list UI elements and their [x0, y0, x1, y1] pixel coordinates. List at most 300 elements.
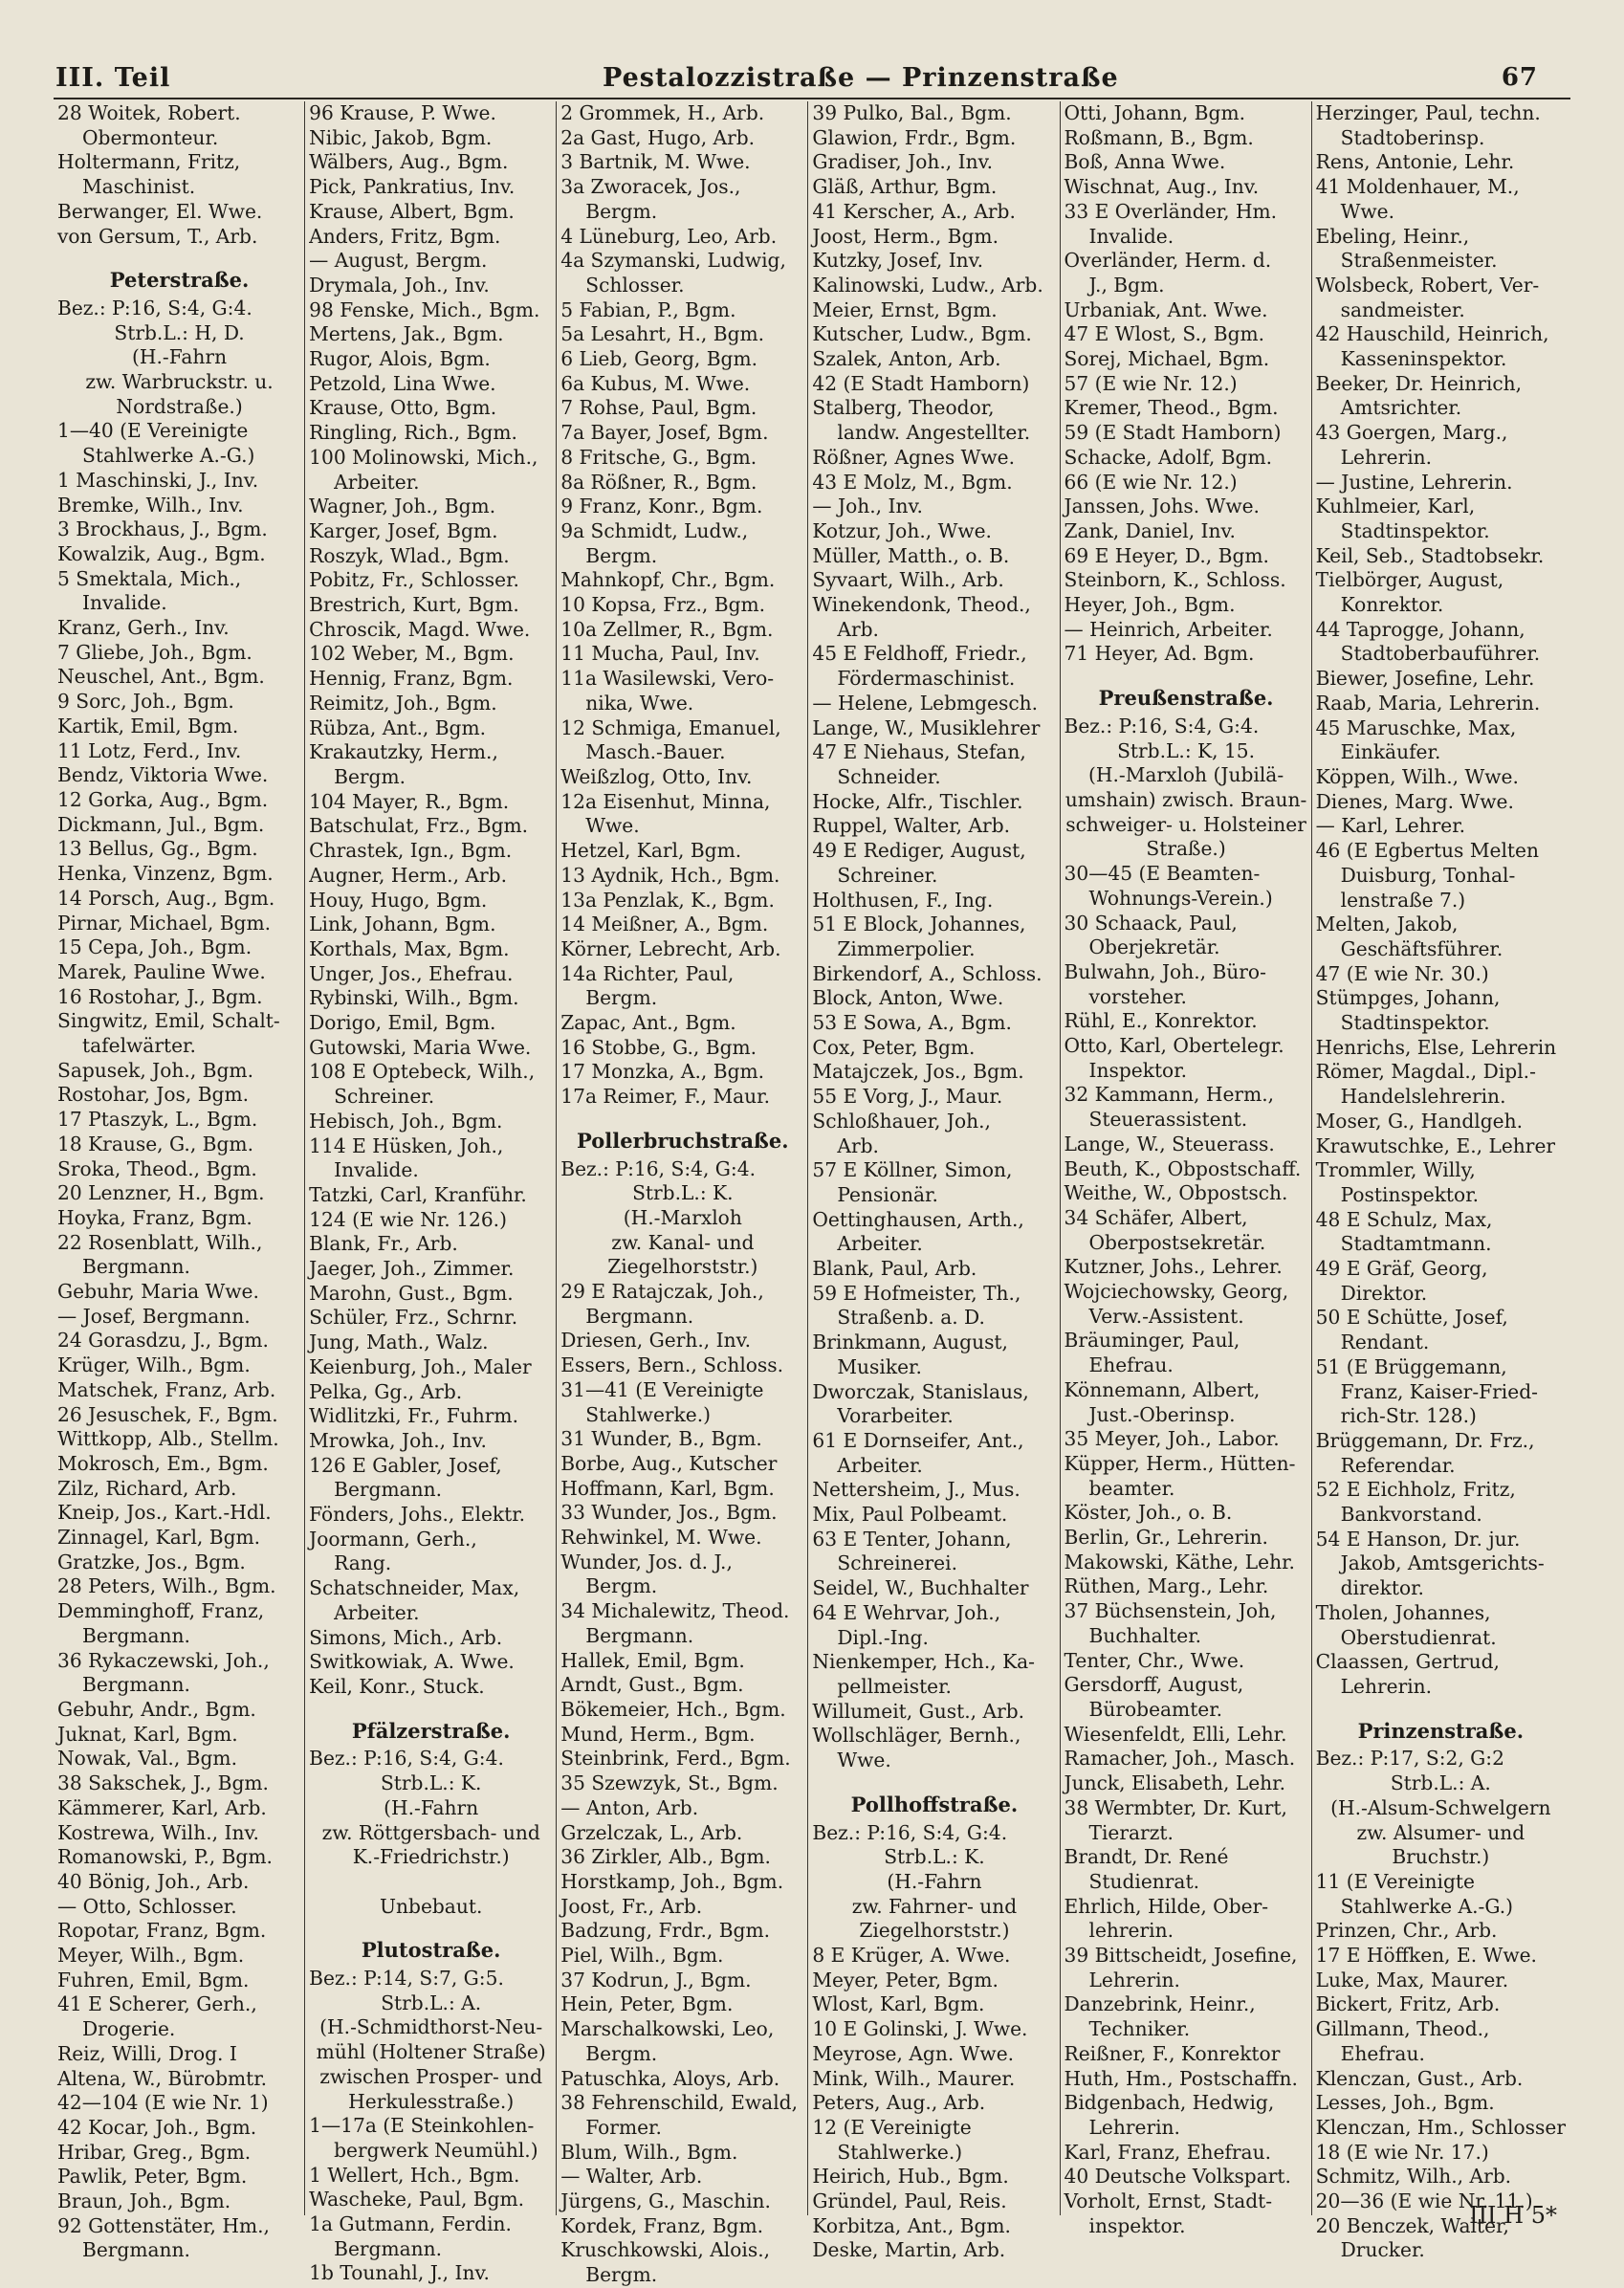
directory-entry-line: Ziegelhorststr.): [859, 1919, 1010, 1943]
directory-entry-line: Bergm.: [585, 1574, 658, 1598]
directory-entry-line: 1—17a (E Steinkohlen-: [309, 2114, 535, 2138]
directory-entry-line: Chroscik, Magd. Wwe.: [309, 617, 531, 641]
directory-entry-line: 46 (E Egbertus Melten: [1315, 839, 1539, 863]
directory-entry-line: Wunder, Jos. d. J.,: [560, 1550, 733, 1573]
directory-entry-line: Holthusen, F., Ing.: [812, 888, 994, 912]
directory-entry-line: Karger, Josef, Bgm.: [309, 518, 498, 542]
directory-entry-line: Kranz, Gerh., Inv.: [57, 616, 230, 640]
directory-entry-line: 126 E Gabler, Josef,: [309, 1453, 502, 1477]
directory-entry-line: Tierarzt.: [1088, 1820, 1174, 1844]
directory-entry-line: 16 Rostohar, J., Bgm.: [57, 984, 263, 1008]
directory-entry-line: 28 Woitek, Robert.: [57, 101, 241, 124]
directory-entry-line: 36 Rykaczewski, Joh.,: [57, 1648, 270, 1672]
directory-entry-line: Schüler, Frz., Schrnr.: [309, 1306, 518, 1330]
directory-entry-line: Schacke, Adolf, Bgm.: [1064, 445, 1273, 469]
directory-entry-line: Houy, Hugo, Bgm.: [309, 888, 488, 912]
street-range-title: Pestalozzistraße — Prinzenstraße: [603, 63, 1119, 93]
directory-entry-line: Wiesenfeldt, Elli, Lehr.: [1064, 1722, 1287, 1746]
directory-entry-line: 13 Aydnik, Hch., Bgm.: [560, 863, 780, 887]
directory-entry-line: 7a Bayer, Josef, Bgm.: [560, 421, 769, 445]
directory-entry-line: Gebuhr, Andr., Bgm.: [57, 1698, 256, 1721]
directory-entry-line: Willumeit, Gust., Arb.: [812, 1699, 1025, 1723]
directory-entry-line: Rehwinkel, M. Wwe.: [560, 1526, 762, 1550]
directory-entry-line: 51 E Block, Johannes,: [812, 913, 1026, 936]
directory-entry-line: Kutscher, Ludw., Bgm.: [812, 322, 1032, 346]
directory-entry-line: Ruppel, Walter, Arb.: [812, 814, 1011, 838]
directory-entry-line: Singwitz, Emil, Schalt-: [57, 1009, 280, 1033]
directory-entry-line: 7 Rohse, Paul, Bgm.: [560, 396, 757, 420]
directory-entry-line: 22 Rosenblatt, Wilh.,: [57, 1230, 263, 1254]
directory-entry-line: Fuhren, Emil, Bgm.: [57, 1968, 250, 1991]
directory-entry-line: Wolsbeck, Robert, Ver-: [1315, 273, 1540, 297]
directory-entry-line: Augner, Herm., Arb.: [309, 863, 508, 887]
directory-entry-line: — August, Bergm.: [309, 249, 488, 273]
directory-entry-line: Berwanger, El. Wwe.: [57, 199, 263, 223]
street-heading: Plutostraße.: [361, 1938, 501, 1963]
directory-entry-line: Stahlwerke.): [837, 2140, 963, 2164]
directory-entry-line: Bergm.: [334, 764, 406, 788]
directory-entry-line: Rybinski, Wilh., Bgm.: [309, 986, 519, 1010]
directory-entry-line: Meyrose, Agn. Wwe.: [812, 2041, 1015, 2065]
directory-entry-line: Schreinerei.: [837, 1551, 957, 1575]
directory-entry-line: umshain) zwisch. Braun-: [1064, 787, 1307, 811]
directory-entry-line: 59 (E Stadt Hamborn): [1064, 421, 1282, 445]
directory-entry-line: 37 Büchsenstein, Joh,: [1064, 1599, 1277, 1623]
street-heading: Prinzenstraße.: [1357, 1718, 1525, 1743]
directory-entry-line: Bergm.: [585, 199, 658, 223]
directory-entry-line: 1 Wellert, Hch., Bgm.: [309, 2163, 520, 2187]
directory-entry-line: 96 Krause, P. Wwe.: [309, 101, 496, 124]
directory-entry-line: Ringling, Rich., Bgm.: [309, 421, 517, 445]
directory-entry-line: Tenter, Chr., Wwe.: [1064, 1648, 1245, 1672]
directory-entry-line: 41 Kerscher, A., Arb.: [812, 199, 1016, 223]
directory-entry-line: 3 Brockhaus, J., Bgm.: [57, 517, 268, 541]
directory-entry-line: Wojciechowsky, Georg,: [1064, 1280, 1289, 1304]
directory-entry-line: Prinzen, Chr., Arb.: [1315, 1919, 1498, 1943]
street-heading: Preußenstraße.: [1098, 686, 1274, 711]
directory-entry-line: 50 E Schütte, Josef,: [1315, 1306, 1508, 1330]
directory-entry-line: 7 Gliebe, Joh., Bgm.: [57, 640, 252, 664]
directory-entry-line: Pelka, Gg., Arb.: [309, 1379, 463, 1403]
directory-entry-line: zw. Kanal- und: [611, 1230, 755, 1254]
directory-entry-line: 33 Wunder, Jos., Bgm.: [560, 1501, 778, 1525]
directory-entry-line: Inspektor.: [1088, 1058, 1188, 1082]
directory-entry-line: Schreiner.: [837, 863, 938, 887]
directory-entry-line: Ehrlich, Hilde, Ober-: [1064, 1894, 1269, 1918]
directory-entry-line: Danzebrink, Heinr.,: [1064, 1992, 1256, 2016]
directory-entry-line: Ebeling, Heinr.,: [1315, 224, 1470, 248]
column-1: [54, 101, 305, 2262]
directory-entry-line: 5a Lesahrt, H., Bgm.: [560, 322, 765, 346]
directory-entry-line: Zank, Daniel, Inv.: [1064, 518, 1236, 542]
directory-entry-line: Otti, Johann, Bgm.: [1064, 101, 1246, 124]
directory-entry-line: Arbeiter.: [837, 1232, 923, 1256]
directory-entry-line: 61 E Dornseifer, Ant.,: [812, 1428, 1024, 1452]
directory-entry-line: Kämmerer, Karl, Arb.: [57, 1795, 267, 1819]
directory-entry-line: 45 E Feldhoff, Friedr.,: [812, 642, 1027, 666]
column-4: [808, 101, 1060, 2262]
directory-entry-line: Krause, Albert, Bgm.: [309, 199, 515, 223]
directory-entry-line: Gersdorff, August,: [1064, 1673, 1244, 1697]
directory-entry-line: Rang.: [334, 1551, 392, 1575]
directory-entry-line: Moser, G., Handlgeh.: [1315, 1109, 1523, 1133]
directory-entry-line: Patuschka, Aloys, Arb.: [560, 2066, 780, 2090]
directory-entry-line: Hocke, Alfr., Tischler.: [812, 789, 1023, 813]
directory-entry-line: Stümpges, Johann,: [1315, 986, 1501, 1010]
directory-entry-line: Grzelczak, L., Arb.: [560, 1820, 743, 1844]
directory-entry-line: 31 Wunder, B., Bgm.: [560, 1427, 762, 1451]
directory-entry-line: Stadtinspektor.: [1340, 1011, 1490, 1035]
directory-entry-line: Referendar.: [1340, 1453, 1456, 1477]
directory-entry-line: Makowski, Käthe, Lehr.: [1064, 1550, 1295, 1573]
directory-entry-line: Bez.: P:16, S:4, G:4.: [309, 1747, 504, 1771]
directory-entry-line: Romanowski, P., Bgm.: [57, 1845, 273, 1869]
directory-entry-line: 1b Tounahl, J., Inv.: [309, 2261, 490, 2285]
directory-entry-line: Anders, Fritz, Bgm.: [309, 224, 501, 248]
directory-entry-line: 5 Smektala, Mich.,: [57, 566, 242, 590]
directory-entry-line: Arbeiter.: [334, 1600, 420, 1624]
directory-entry-line: 57 (E wie Nr. 12.): [1064, 371, 1238, 395]
directory-entry-line: Kutzner, Johs., Lehrer.: [1064, 1255, 1283, 1279]
directory-entry-line: Straßenmeister.: [1340, 249, 1498, 273]
directory-entry-line: Blank, Fr., Arb.: [309, 1232, 458, 1256]
directory-entry-line: Drogerie.: [82, 2017, 176, 2041]
directory-entry-line: 42 (E Stadt Hamborn): [812, 371, 1030, 395]
street-heading: Pollhoffstraße.: [850, 1792, 1019, 1816]
directory-entry-line: 24 Gorasdzu, J., Bgm.: [57, 1329, 269, 1353]
directory-entry-line: Batschulat, Frz., Bgm.: [309, 814, 529, 838]
directory-entry-line: Strb.L.: K.: [380, 1771, 482, 1795]
directory-entry-line: Bergmann.: [334, 2236, 443, 2260]
directory-entry-line: — Heinrich, Arbeiter.: [1064, 617, 1273, 641]
directory-entry-line: 54 E Hanson, Dr. jur.: [1315, 1527, 1521, 1551]
directory-entry-line: zw. Warbruckstr. u.: [85, 370, 274, 394]
directory-entry-line: Matajczek, Jos., Bgm.: [812, 1060, 1024, 1084]
directory-entry-line: — Anton, Arb.: [560, 1795, 699, 1819]
directory-entry-line: bergwerk Neumühl.): [334, 2138, 538, 2162]
directory-entry-line: 32 Kammann, Herm.,: [1064, 1083, 1275, 1107]
directory-entry-line: Köppen, Wilh., Wwe.: [1315, 764, 1519, 788]
directory-entry-line: 18 (E wie Nr. 17.): [1315, 2140, 1489, 2164]
directory-entry-line: Wwe.: [837, 1749, 891, 1772]
directory-entry-line: 6 Lieb, Georg, Bgm.: [560, 347, 758, 371]
directory-entry-line: Amtsrichter.: [1340, 396, 1462, 420]
directory-entry-line: 41 E Scherer, Gerh.,: [57, 1992, 257, 2016]
directory-entry-line: 35 Szewzyk, St., Bgm.: [560, 1771, 779, 1795]
directory-entry-line: von Gersum, T., Arb.: [57, 224, 258, 248]
directory-entry-line: Schlosser.: [585, 273, 685, 297]
directory-entry-line: 9a Schmidt, Ludw.,: [560, 518, 749, 542]
directory-entry-line: Masch.-Bauer.: [585, 740, 726, 764]
directory-entry-line: Raab, Maria, Lehrerin.: [1315, 691, 1541, 715]
directory-entry-line: Könnemann, Albert,: [1064, 1377, 1261, 1401]
directory-entry-line: Neuschel, Ant., Bgm.: [57, 665, 265, 689]
header-rule: [54, 98, 1570, 99]
directory-entry-line: 66 (E wie Nr. 12.): [1064, 470, 1238, 494]
directory-entry-line: Rübza, Ant., Bgm.: [309, 715, 487, 739]
directory-entry-line: Mink, Wilh., Maurer.: [812, 2066, 1016, 2090]
directory-entry-line: Link, Johann, Bgm.: [309, 913, 496, 936]
directory-entry-line: tafelwärter.: [82, 1034, 196, 1058]
directory-entry-line: Weißzlog, Otto, Inv.: [560, 764, 753, 788]
directory-entry-line: Vorholt, Ernst, Stadt-: [1064, 2189, 1273, 2213]
directory-entry-line: 2a Gast, Hugo, Arb.: [560, 125, 756, 149]
directory-entry-line: Matschek, Franz, Arb.: [57, 1377, 276, 1401]
directory-entry-line: Sroka, Theod., Bgm.: [57, 1156, 257, 1180]
directory-entry-line: Chrastek, Ign., Bgm.: [309, 839, 513, 863]
directory-entry-line: Kartik, Emil, Bgm.: [57, 714, 239, 737]
directory-entry-line: Horstkamp, Joh., Bgm.: [560, 1869, 784, 1893]
directory-entry-line: Körner, Lebrecht, Arb.: [560, 936, 781, 960]
directory-entry-line: Pirnar, Michael, Bgm.: [57, 911, 272, 935]
directory-entry-line: Tholen, Johannes,: [1315, 1600, 1491, 1624]
directory-entry-line: Simons, Mich., Arb.: [309, 1625, 503, 1649]
directory-entry-line: 20—36 (E wie Nr. 11.): [1315, 2189, 1533, 2213]
directory-entry-line: 10a Zellmer, R., Bgm.: [560, 617, 774, 641]
directory-entry-line: Meyer, Peter, Bgm.: [812, 1968, 999, 1991]
directory-entry-line: (H.-Marxloh: [623, 1205, 742, 1229]
directory-entry-line: 8a Rößner, R., Bgm.: [560, 470, 757, 494]
directory-entry-line: zw. Fahrner- und: [851, 1894, 1018, 1918]
directory-entry-line: Marohn, Gust., Bgm.: [309, 1281, 514, 1305]
directory-entry-line: 44 Taprogge, Johann,: [1315, 617, 1525, 641]
directory-entry-line: Klenczan, Gust., Arb.: [1315, 2066, 1524, 2090]
street-heading: Peterstraße.: [109, 268, 250, 293]
directory-entry-line: Marek, Pauline Wwe.: [57, 959, 266, 983]
directory-entry-line: Sapusek, Joh., Bgm.: [57, 1058, 253, 1082]
directory-entry-line: Korthals, Max, Bgm.: [309, 936, 510, 960]
directory-entry-line: — Josef, Bergmann.: [57, 1304, 251, 1328]
directory-entry-line: Rüthen, Marg., Lehr.: [1064, 1574, 1269, 1598]
directory-entry-line: Obermonteur.: [82, 125, 219, 149]
directory-entry-line: Karl, Franz, Ehefrau.: [1064, 2140, 1271, 2164]
directory-entry-line: 49 E Rediger, August,: [812, 839, 1026, 863]
directory-entry-line: Keil, Konr., Stuck.: [309, 1675, 485, 1698]
directory-entry-line: Arbeiter.: [334, 470, 420, 494]
directory-entry-line: Bez.: P:16, S:4, G:4.: [57, 296, 252, 319]
directory-entry-line: Bankvorstand.: [1340, 1503, 1482, 1527]
directory-entry-line: Hoffmann, Karl, Bgm.: [560, 1476, 775, 1500]
directory-entry-line: Kotzur, Joh., Wwe.: [812, 518, 992, 542]
directory-entry-line: beamter.: [1088, 1476, 1175, 1500]
directory-entry-line: (H.-Fahrn: [887, 1869, 982, 1893]
directory-entry-line: Former.: [585, 2115, 662, 2139]
directory-entry-line: Widlitzki, Fr., Fuhrm.: [309, 1404, 518, 1428]
directory-entry-line: Kruschkowski, Alois.,: [560, 2238, 771, 2262]
directory-entry-line: K.-Friedrichstr.): [352, 1845, 510, 1869]
directory-entry-line: Strb.L.: A.: [1390, 1771, 1491, 1795]
directory-entry-line: Dworczak, Stanislaus,: [812, 1379, 1029, 1403]
street-heading: Pollerbruchstraße.: [577, 1128, 789, 1153]
directory-entry-line: 13a Penzlak, K., Bgm.: [560, 888, 775, 912]
directory-entry-line: Krause, Otto, Bgm.: [309, 396, 497, 420]
directory-entry-line: Wwe.: [1340, 199, 1395, 223]
directory-entry-line: 26 Jesuschek, F., Bgm.: [57, 1402, 278, 1426]
directory-entry-line: Claassen, Gertrud,: [1315, 1650, 1500, 1674]
directory-entry-line: Stadtoberbauführer.: [1340, 642, 1541, 666]
directory-entry-line: Keienburg, Joh., Maler: [309, 1354, 532, 1378]
page-footer-mark: III H 5*: [1469, 2202, 1557, 2229]
directory-entry-line: Hetzel, Karl, Bgm.: [560, 839, 742, 863]
directory-entry-line: Musiker.: [837, 1354, 922, 1378]
directory-entry-line: Mrowka, Joh., Inv.: [309, 1428, 487, 1452]
directory-entry-line: Oettinghausen, Arth.,: [812, 1207, 1024, 1231]
directory-entry-line: Schreiner.: [334, 1085, 435, 1109]
directory-entry-line: Blank, Paul, Arb.: [812, 1257, 977, 1281]
directory-entry-line: 39 Bittscheidt, Josefine,: [1064, 1944, 1298, 1968]
directory-entry-line: 124 (E wie Nr. 126.): [309, 1207, 507, 1231]
directory-entry-line: Weithe, W., Obpostsch.: [1064, 1181, 1288, 1205]
directory-entry-line: 63 E Tenter, Johann,: [812, 1527, 1012, 1551]
directory-entry-line: 34 Michalewitz, Theod.: [560, 1599, 790, 1623]
directory-entry-line: 9 Franz, Konr., Bgm.: [560, 495, 763, 518]
directory-entry-line: Dienes, Marg. Wwe.: [1315, 789, 1514, 813]
directory-entry-line: 38 Sakschek, J., Bgm.: [57, 1771, 269, 1795]
directory-entry-line: 1 Maschinski, J., Inv.: [57, 468, 259, 492]
directory-entry-line: Drucker.: [1340, 2238, 1425, 2262]
directory-entry-line: Meier, Ernst, Bgm.: [812, 297, 998, 321]
directory-entry-line: Cox, Peter, Bgm.: [812, 1035, 976, 1059]
directory-entry-line: 33 E Overländer, Hm.: [1064, 199, 1278, 223]
directory-entry-line: Bürobeamter.: [1088, 1698, 1223, 1721]
directory-entry-line: Blum, Wilh., Bgm.: [560, 2140, 738, 2164]
directory-entry-line: Bergmann.: [82, 1623, 190, 1647]
directory-entry-line: lenstraße 7.): [1340, 888, 1466, 912]
directory-entry-line: Konrektor.: [1340, 593, 1444, 617]
directory-entry-line: 11 (E Vereinigte: [1315, 1869, 1475, 1893]
directory-entry-line: — Justine, Lehrerin.: [1315, 470, 1513, 494]
directory-entry-line: Pawlik, Peter, Bgm.: [57, 2165, 248, 2189]
directory-entry-line: 14 Meißner, A., Bgm.: [560, 913, 769, 936]
directory-entry-line: 42—104 (E wie Nr. 1): [57, 2091, 269, 2115]
directory-entry-line: Bergmann.: [585, 1623, 694, 1647]
directory-entry-line: 108 E Optebeck, Wilh.,: [309, 1060, 536, 1084]
directory-entry-line: (H.-Fahrn: [384, 1795, 479, 1819]
directory-entry-line: 40 Bönig, Joh., Arb.: [57, 1869, 250, 1893]
directory-entry-line: zwischen Prosper- und: [319, 2064, 543, 2088]
directory-entry-line: Seidel, W., Buchhalter: [812, 1576, 1029, 1600]
directory-entry-line: 47 E Niehaus, Stefan,: [812, 740, 1026, 764]
directory-entry-line: Switkowiak, A. Wwe.: [309, 1650, 515, 1674]
directory-entry-line: 41 Moldenhauer, M.,: [1315, 175, 1520, 199]
directory-entry-line: Invalide.: [1088, 224, 1174, 248]
directory-entry-line: inspektor.: [1088, 2213, 1186, 2237]
directory-entry-line: 5 Fabian, P., Bgm.: [560, 297, 736, 321]
directory-entry-line: Handelslehrerin.: [1340, 1085, 1506, 1109]
directory-entry-line: Oberstudienrat.: [1340, 1625, 1497, 1649]
directory-entry-line: Lehrerin.: [1088, 1968, 1180, 1991]
directory-entry-line: Kasseninspektor.: [1340, 347, 1507, 371]
directory-entry-line: 17 Ptaszyk, L., Bgm.: [57, 1108, 258, 1132]
directory-entry-line: Glawion, Frdr., Bgm.: [812, 125, 1017, 149]
directory-entry-line: Wagner, Joh., Bgm.: [309, 495, 496, 518]
directory-entry-line: Janssen, Johs. Wwe.: [1064, 495, 1260, 518]
directory-entry-line: 10 E Golinski, J. Wwe.: [812, 2017, 1028, 2041]
directory-entry-line: Rens, Antonie, Lehr.: [1315, 150, 1515, 174]
directory-entry-line: Wollschläger, Bernh.,: [812, 1724, 1021, 1748]
directory-entry-line: Brandt, Dr. René: [1064, 1845, 1229, 1869]
directory-entry-line: Tatzki, Carl, Kranführ.: [309, 1182, 527, 1206]
directory-entry-line: Badzung, Frdr., Bgm.: [560, 1919, 771, 1943]
directory-entry-line: Altena, W., Bürobmtr.: [57, 2066, 268, 2090]
directory-entry-line: Rostohar, Jos, Bgm.: [57, 1083, 250, 1107]
directory-entry-line: Strb.L.: K.: [632, 1181, 734, 1205]
directory-entry-line: Gillmann, Theod.,: [1315, 2017, 1490, 2041]
directory-entry-line: Arndt, Gust., Bgm.: [560, 1673, 744, 1697]
directory-entry-line: Szalek, Anton, Arb.: [812, 347, 1001, 371]
directory-entry-line: Nienkemper, Hch., Ka-: [812, 1650, 1036, 1674]
directory-entry-line: Otto, Karl, Obertelegr.: [1064, 1034, 1284, 1058]
directory-entry-line: Overländer, Herm. d.: [1064, 249, 1272, 273]
directory-entry-line: Syvaart, Wilh., Arb.: [812, 568, 1004, 592]
directory-entry-line: Rößner, Agnes Wwe.: [812, 445, 1016, 469]
directory-entry-line: Ropotar, Franz, Bgm.: [57, 1919, 267, 1943]
directory-entry-line: Maschinist.: [82, 175, 196, 199]
directory-entry-line: Vorarbeiter.: [837, 1404, 954, 1428]
directory-entry-line: 15 Cepa, Joh., Bgm.: [57, 935, 252, 959]
directory-entry-line: Driesen, Gerh., Inv.: [560, 1329, 752, 1353]
directory-entry-line: Tielbörger, August,: [1315, 568, 1504, 592]
directory-entry-line: Holtermann, Fritz,: [57, 150, 241, 174]
directory-entry-line: Techniker.: [1088, 2017, 1191, 2041]
directory-entry-line: Invalide.: [82, 591, 167, 615]
directory-entry-line: Biewer, Josefine, Lehr.: [1315, 667, 1535, 691]
directory-entry-line: Drymala, Joh., Inv.: [309, 273, 490, 297]
directory-entry-line: 8 E Krüger, A. Wwe.: [812, 1944, 1011, 1968]
directory-entry-line: Gratzke, Jos., Bgm.: [57, 1550, 246, 1573]
directory-entry-line: Bergmann.: [82, 1255, 190, 1279]
directory-entry-line: Zinnagel, Karl, Bgm.: [57, 1526, 261, 1550]
directory-entry-line: Stahlwerke A.-G.): [1340, 1894, 1514, 1918]
directory-entry-line: 52 E Eichholz, Fritz,: [1315, 1478, 1516, 1502]
directory-entry-line: Ehefrau.: [1340, 2041, 1425, 2065]
directory-entry-line: Huth, Hm., Postschaffn.: [1064, 2066, 1298, 2090]
directory-entry-line: Bendz, Viktoria Wwe.: [57, 763, 269, 787]
directory-entry-line: Kalinowski, Ludw., Arb.: [812, 273, 1043, 297]
directory-entry-line: Ramacher, Joh., Masch.: [1064, 1747, 1296, 1771]
directory-entry-line: Melten, Jakob,: [1315, 913, 1459, 936]
directory-entry-line: 12 Gorka, Aug., Bgm.: [57, 787, 269, 811]
directory-entry-line: 11 Mucha, Paul, Inv.: [560, 642, 760, 666]
directory-entry-line: Zimmerpolier.: [837, 936, 976, 960]
directory-entry-line: Bergmann.: [82, 2238, 190, 2262]
directory-entry-line: Unbebaut.: [380, 1894, 483, 1918]
directory-entry-line: Unger, Jos., Ehefrau.: [309, 961, 514, 985]
directory-entry-line: Bergmann.: [585, 1304, 694, 1328]
directory-entry-line: 17 Monzka, A., Bgm.: [560, 1060, 765, 1084]
directory-entry-line: Korbitza, Ant., Bgm.: [812, 2213, 1011, 2237]
directory-entry-line: 59 E Hofmeister, Th.,: [812, 1281, 1021, 1305]
directory-entry-line: Krüger, Wilh., Bgm.: [57, 1353, 251, 1377]
column-5: [1061, 101, 1312, 2237]
directory-entry-line: 39 Pulko, Bal., Bgm.: [812, 101, 1012, 124]
directory-entry-line: 40 Deutsche Volkspart.: [1064, 2165, 1291, 2189]
directory-entry-line: 47 E Wlost, S., Bgm.: [1064, 322, 1265, 346]
directory-entry-line: Mund, Herm., Bgm.: [560, 1722, 756, 1746]
directory-entry-line: — Walter, Arb.: [560, 2165, 703, 2189]
page-number: 67: [1501, 63, 1538, 92]
directory-entry-line: Peters, Aug., Arb.: [812, 2091, 986, 2115]
directory-entry-line: 30 Schaack, Paul,: [1064, 911, 1238, 935]
directory-entry-line: Klenczan, Hm., Schlosser: [1315, 2115, 1566, 2139]
directory-entry-line: Stadtoberinsp.: [1340, 125, 1485, 149]
directory-entry-line: 12 (E Vereinigte: [812, 2115, 972, 2139]
directory-entry-line: — Joh., Inv.: [812, 495, 923, 518]
directory-entry-line: 16 Stobbe, G., Bgm.: [560, 1035, 757, 1059]
directory-entry-line: Dipl.-Ing.: [837, 1625, 929, 1649]
directory-entry-line: Piel, Wilh., Bgm.: [560, 1944, 724, 1968]
directory-entry-line: Bulwahn, Joh., Büro-: [1064, 959, 1266, 983]
